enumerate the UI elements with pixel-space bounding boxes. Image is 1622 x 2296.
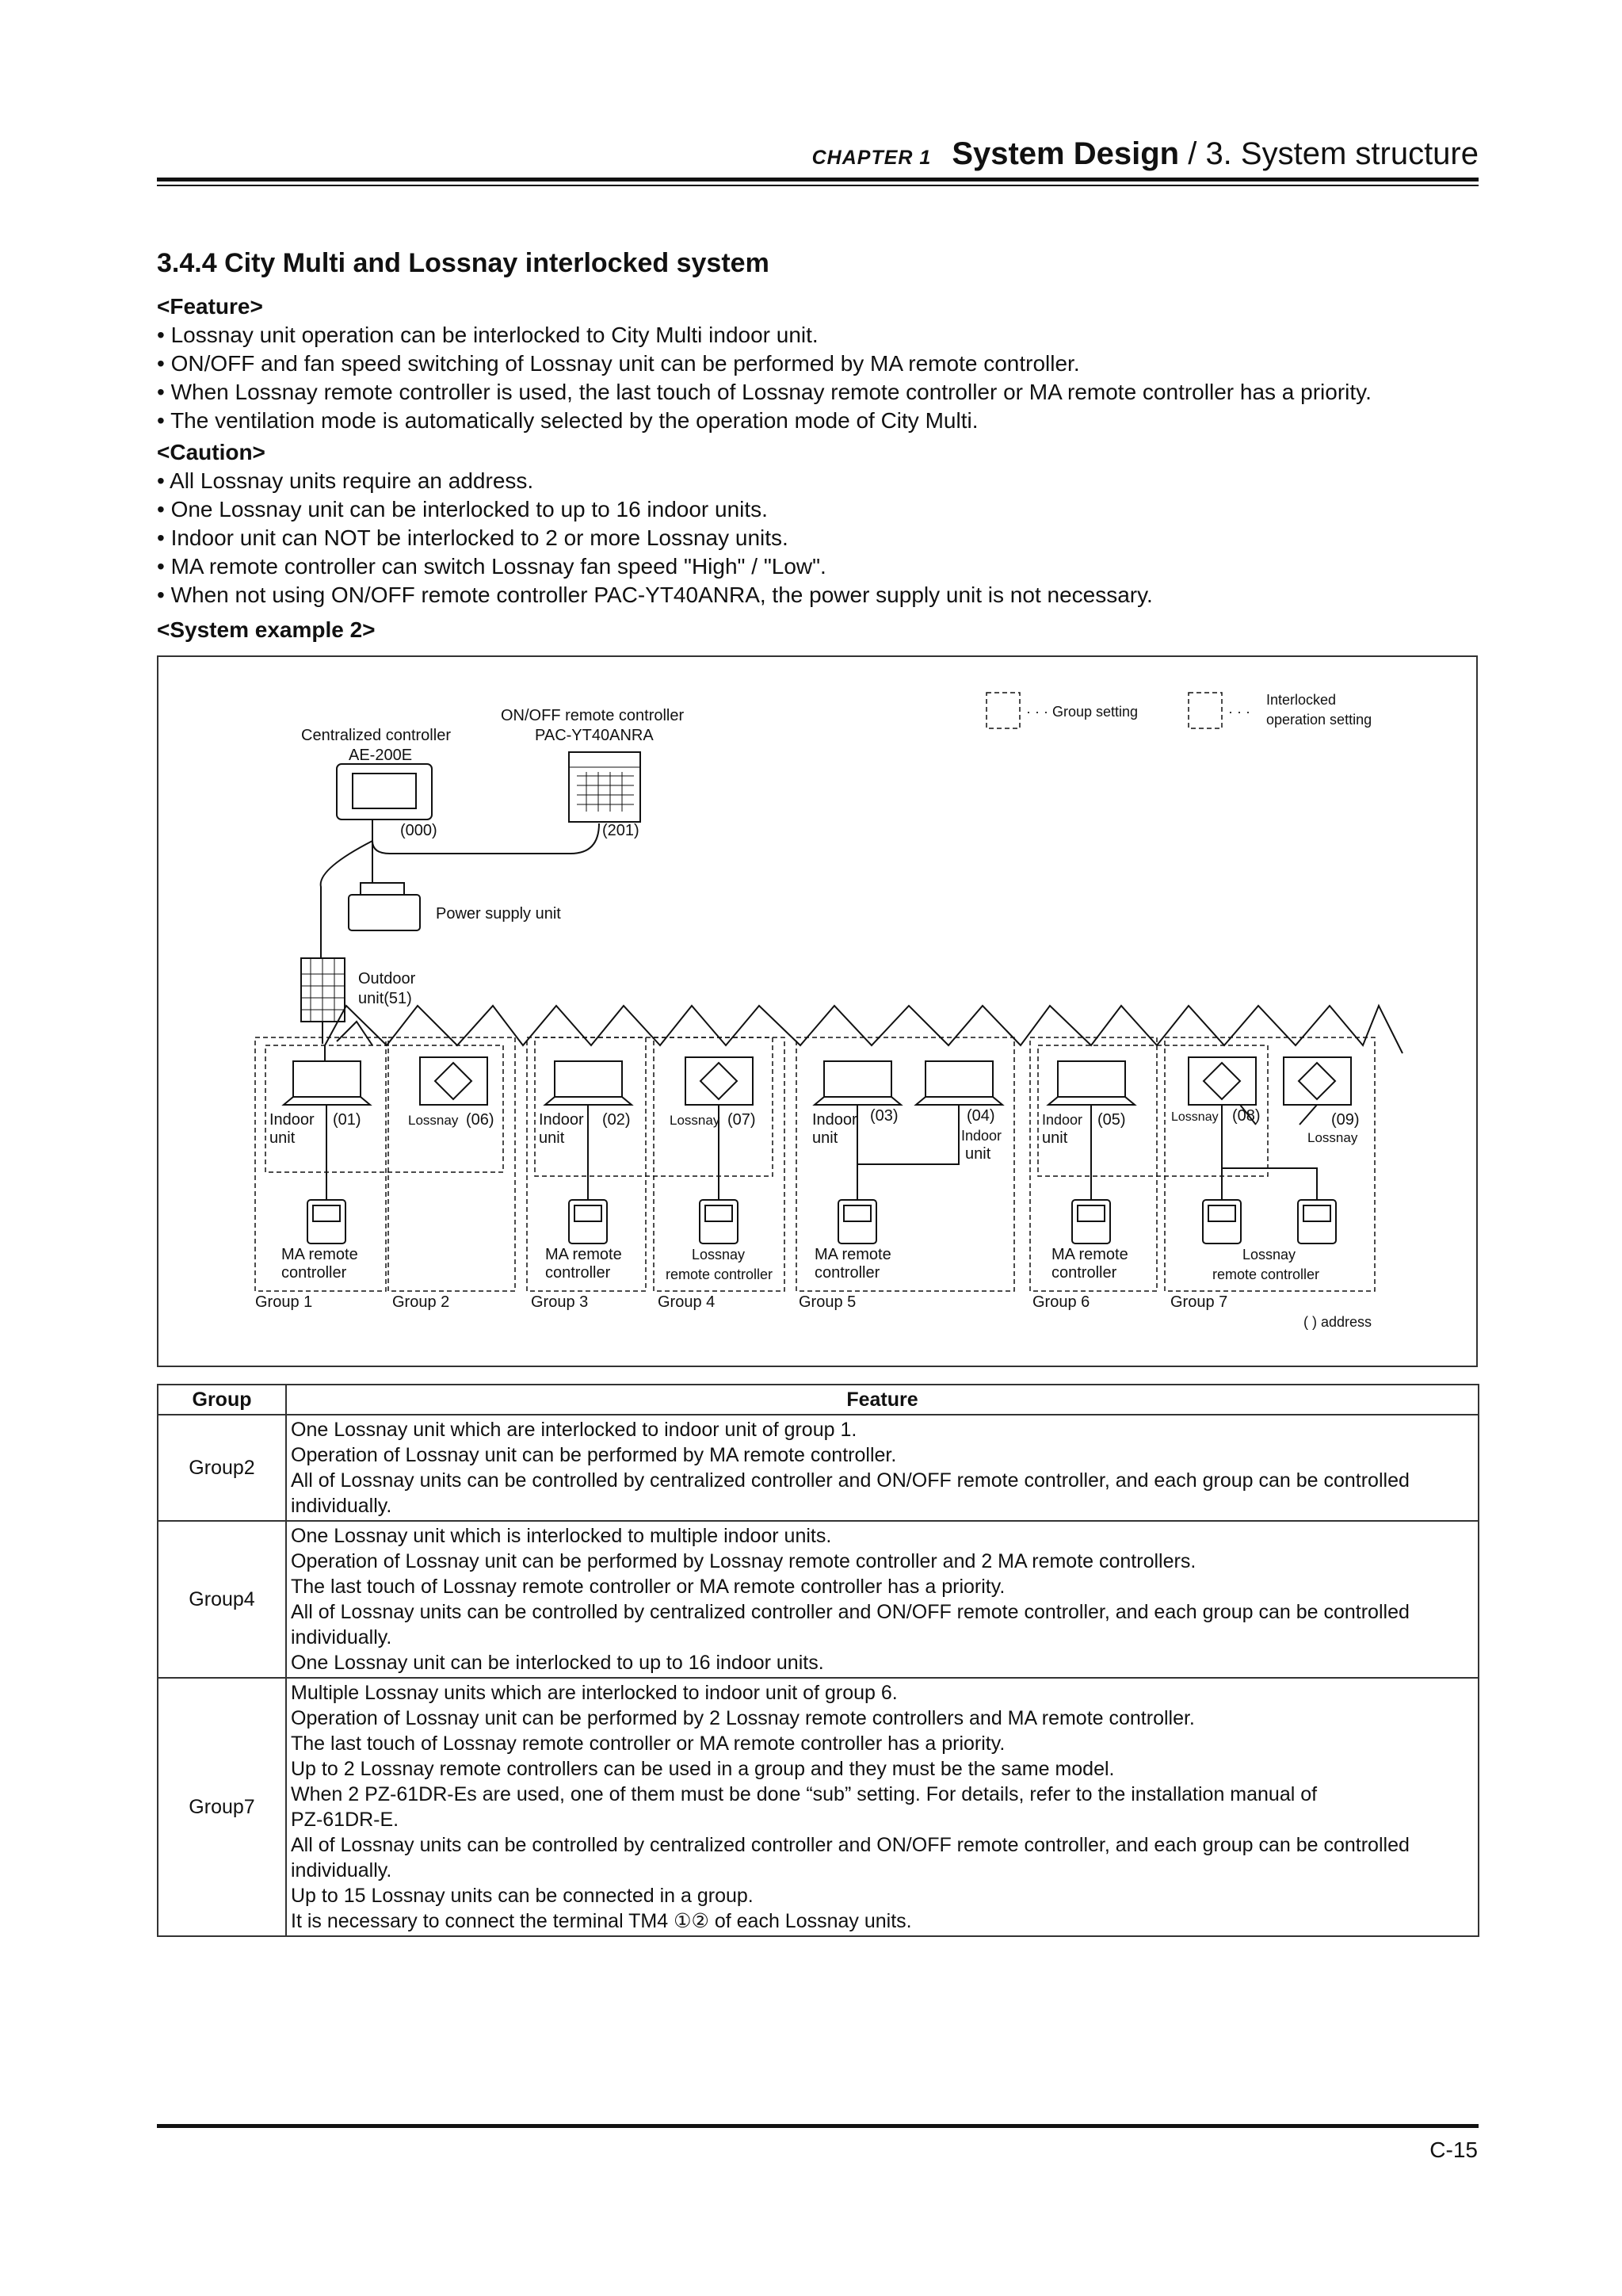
feature-line: PZ-61DR-E. [291, 1809, 399, 1831]
group-7-label: Group 7 [1170, 1293, 1228, 1311]
feature-line: One Lossnay unit which are interlocked to indoor unit of group 1. [291, 1419, 857, 1441]
lossnay-06-label: Lossnay [408, 1113, 459, 1128]
indoor-03-label-2: unit [812, 1129, 838, 1147]
caution-item: • Indoor unit can NOT be interlocked to 2 or more Lossnay units. [157, 525, 788, 550]
ma-5-label-2: controller [815, 1264, 880, 1282]
addr-09: (09) [1331, 1111, 1360, 1129]
table-header-feature: Feature [286, 1385, 1479, 1415]
legend-interlock-label-2: operation setting [1266, 712, 1372, 728]
central-label: Centralized controller [301, 727, 451, 744]
group-4-label: Group 4 [658, 1293, 716, 1311]
feature-line: Up to 2 Lossnay remote controllers can be used in a group and they must be the same model. [291, 1758, 1115, 1780]
feature-item: • ON/OFF and fan speed switching of Lossnay unit can be performed by MA remote controller. [157, 351, 1080, 376]
lossnay-unit-07-icon [685, 1057, 753, 1105]
centralized-controller-screen [353, 774, 416, 808]
indoor-01-label-2: unit [269, 1129, 296, 1147]
ma-remote-5-icon [838, 1200, 876, 1244]
central-model: AE-200E [349, 747, 413, 764]
power-supply-label: Power supply unit [436, 905, 561, 923]
table-cell-group: Group2 [158, 1415, 286, 1521]
addr-05: (05) [1097, 1111, 1126, 1129]
addr-02: (02) [602, 1111, 631, 1129]
addr-08: (08) [1232, 1107, 1261, 1125]
group-6-label: Group 6 [1032, 1293, 1090, 1311]
ma-5-label-1: MA remote [815, 1246, 891, 1263]
table-cell-group: Group4 [158, 1521, 286, 1678]
feature-line: The last touch of Lossnay remote controller or MA remote controller has a priority. [291, 1733, 1006, 1755]
table-row [158, 1678, 1479, 1936]
ma-6-label-2: controller [1051, 1264, 1117, 1282]
group-3-label: Group 3 [531, 1293, 589, 1311]
header-title: System Design [952, 136, 1180, 171]
central-outdoor-wire [321, 841, 372, 958]
address-note: ( ) address [1303, 1314, 1372, 1330]
legend-interlock-label-1: Interlocked [1266, 692, 1337, 708]
table-row [158, 1521, 1479, 1678]
caution-item: • One Lossnay unit can be interlocked to up to 16 indoor units. [157, 497, 768, 521]
legend-interlock-box [1189, 693, 1222, 728]
section-title: 3.4.4 City Multi and Lossnay interlocked system [157, 248, 769, 278]
indoor-unit-05-icon [1048, 1061, 1135, 1105]
addr-07: (07) [727, 1111, 756, 1129]
table-header-row [158, 1385, 1479, 1415]
indoor-03-label-1: Indoor [812, 1111, 857, 1129]
ma-1-label-1: MA remote [281, 1246, 358, 1263]
feature-line: individually. [291, 1495, 392, 1517]
lossnay-rc-7-label-1: Lossnay [1242, 1247, 1296, 1263]
feature-item: • Lossnay unit operation can be interlocked to City Multi indoor unit. [157, 323, 819, 347]
onoff-model: PAC-YT40ANRA [535, 727, 654, 744]
legend-group-box [987, 693, 1020, 728]
centralized-controller-icon [337, 764, 432, 819]
power-supply-unit-top [361, 883, 404, 895]
onoff-label: ON/OFF remote controller [501, 707, 685, 724]
group-5-label: Group 5 [799, 1293, 857, 1311]
addr-06: (06) [466, 1111, 494, 1129]
table-cell-feature [286, 1415, 1479, 1521]
feature-line: individually. [291, 1626, 392, 1648]
feature-line: All of Lossnay units can be controlled by centralized controller and ON/OFF remote controller, and each group can be controlled [291, 1834, 1410, 1856]
indoor-unit-03-icon [815, 1061, 901, 1105]
feature-line: Multiple Lossnay units which are interlocked to indoor unit of group 6. [291, 1682, 898, 1704]
table-header-group: Group [158, 1385, 286, 1415]
table-row [158, 1415, 1479, 1521]
power-supply-unit-icon [349, 895, 420, 930]
feature-heading: <Feature> [157, 294, 263, 319]
feature-line: All of Lossnay units can be controlled by centralized controller and ON/OFF remote controller, and each group can be controlled [291, 1469, 1410, 1492]
indoor-unit-02-icon [545, 1061, 632, 1105]
footer-rule [157, 2124, 1479, 2128]
onoff-controller-icon [569, 752, 640, 822]
header-rule-thin [157, 185, 1479, 186]
addr-01: (01) [333, 1111, 361, 1129]
feature-line: individually. [291, 1859, 392, 1881]
indoor-unit-01-icon [284, 1061, 370, 1105]
addr-03: (03) [870, 1107, 899, 1125]
chapter-label: CHAPTER 1 [811, 147, 932, 169]
table-cell-feature [286, 1521, 1479, 1678]
indoor-05-label-1: Indoor [1042, 1112, 1083, 1128]
feature-line: Operation of Lossnay unit can be performed by MA remote controller. [291, 1444, 897, 1466]
feature-line: It is necessary to connect the terminal TM4 ①② of each Lossnay units. [291, 1910, 912, 1932]
table-cell-group: Group7 [158, 1678, 286, 1936]
header-rule [157, 178, 1479, 181]
feature-line: All of Lossnay units can be controlled by centralized controller and ON/OFF remote controller, and each group can be controlled [291, 1601, 1410, 1623]
feature-item: • When Lossnay remote controller is used, the last touch of Lossnay remote controller or MA remote controller has a priority. [157, 380, 1372, 404]
ma-remote-6-icon [1072, 1200, 1110, 1244]
feature-line: One Lossnay unit which is interlocked to multiple indoor units. [291, 1525, 832, 1547]
ma-remote-3-icon [569, 1200, 607, 1244]
feature-line: When 2 PZ-61DR-Es are used, one of them must be done “sub” setting. For details, refer to the installation manual of [291, 1783, 1318, 1805]
page-number: C-15 [1429, 2137, 1478, 2162]
ma-6-label-1: MA remote [1051, 1246, 1128, 1263]
example-heading: <System example 2> [157, 617, 376, 642]
lossnay-rc-7-label-2: remote controller [1212, 1266, 1320, 1282]
lossnay-unit-06-icon [420, 1057, 487, 1105]
feature-line: One Lossnay unit can be interlocked to up to 16 indoor units. [291, 1652, 824, 1674]
feature-item: • The ventilation mode is automatically selected by the operation mode of City Multi. [157, 408, 979, 433]
lossnay-08-label: Lossnay [1171, 1110, 1219, 1124]
system-diagram-svg [158, 657, 1476, 1366]
header-subtitle: 3. System structure [1205, 136, 1479, 171]
onoff-addr: (201) [602, 822, 639, 839]
feature-line: The last touch of Lossnay remote controller or MA remote controller has a priority. [291, 1576, 1006, 1598]
lossnay-unit-09-icon [1284, 1057, 1351, 1105]
legend-group-label: · · · Group setting [1026, 704, 1139, 720]
outdoor-label-1: Outdoor [358, 970, 416, 988]
group-2-label: Group 2 [392, 1293, 450, 1311]
transmission-line [325, 1006, 1403, 1053]
lossnay-remote-7a-icon [1203, 1200, 1241, 1244]
lossnay-rc-4-label-1: Lossnay [692, 1247, 746, 1263]
caution-item: • All Lossnay units require an address. [157, 468, 534, 493]
feature-table [157, 1384, 1479, 1937]
addr-04: (04) [967, 1107, 995, 1125]
table-cell-feature [286, 1678, 1479, 1936]
caution-heading: <Caution> [157, 440, 265, 464]
ma-1-label-2: controller [281, 1264, 347, 1282]
system-diagram [157, 655, 1478, 1367]
header-separator: / [1179, 136, 1206, 171]
ma-3-label-2: controller [545, 1264, 611, 1282]
indoor-02-label-1: Indoor [539, 1111, 584, 1129]
lossnay-remote-4-icon [700, 1200, 738, 1244]
ma-3-label-1: MA remote [545, 1246, 622, 1263]
lossnay-rc-4-label-2: remote controller [666, 1266, 773, 1282]
feature-line: Operation of Lossnay unit can be performed by 2 Lossnay remote controllers and MA remote controller. [291, 1707, 1195, 1729]
indoor-01-label-1: Indoor [269, 1111, 315, 1129]
indoor-unit-04-icon [916, 1061, 1002, 1105]
ma-remote-1-icon [307, 1200, 345, 1244]
group-1-label: Group 1 [255, 1293, 313, 1311]
feature-line: Up to 15 Lossnay units can be connected in a group. [291, 1885, 754, 1907]
central-addr: (000) [400, 822, 437, 839]
caution-item: • MA remote controller can switch Lossnay fan speed "High" / "Low". [157, 554, 826, 579]
lossnay-unit-08-icon [1189, 1057, 1256, 1105]
indoor-04-label-2: unit [965, 1145, 991, 1163]
outdoor-label-2: unit(51) [358, 990, 412, 1007]
running-header [157, 136, 1479, 176]
caution-item: • When not using ON/OFF remote controller PAC-YT40ANRA, the power supply unit is not necessary. [157, 583, 1153, 607]
indoor-02-label-2: unit [539, 1129, 565, 1147]
lossnay-09-label: Lossnay [1307, 1130, 1358, 1145]
lossnay-07-label: Lossnay [670, 1113, 720, 1128]
legend-interlock-dots: · · · [1228, 704, 1250, 720]
indoor-04-label-1: Indoor [961, 1128, 1002, 1144]
feature-line: Operation of Lossnay unit can be performed by Lossnay remote controller and 2 MA remote controllers. [291, 1550, 1196, 1572]
lossnay-remote-7b-icon [1298, 1200, 1336, 1244]
indoor-05-label-2: unit [1042, 1129, 1068, 1147]
